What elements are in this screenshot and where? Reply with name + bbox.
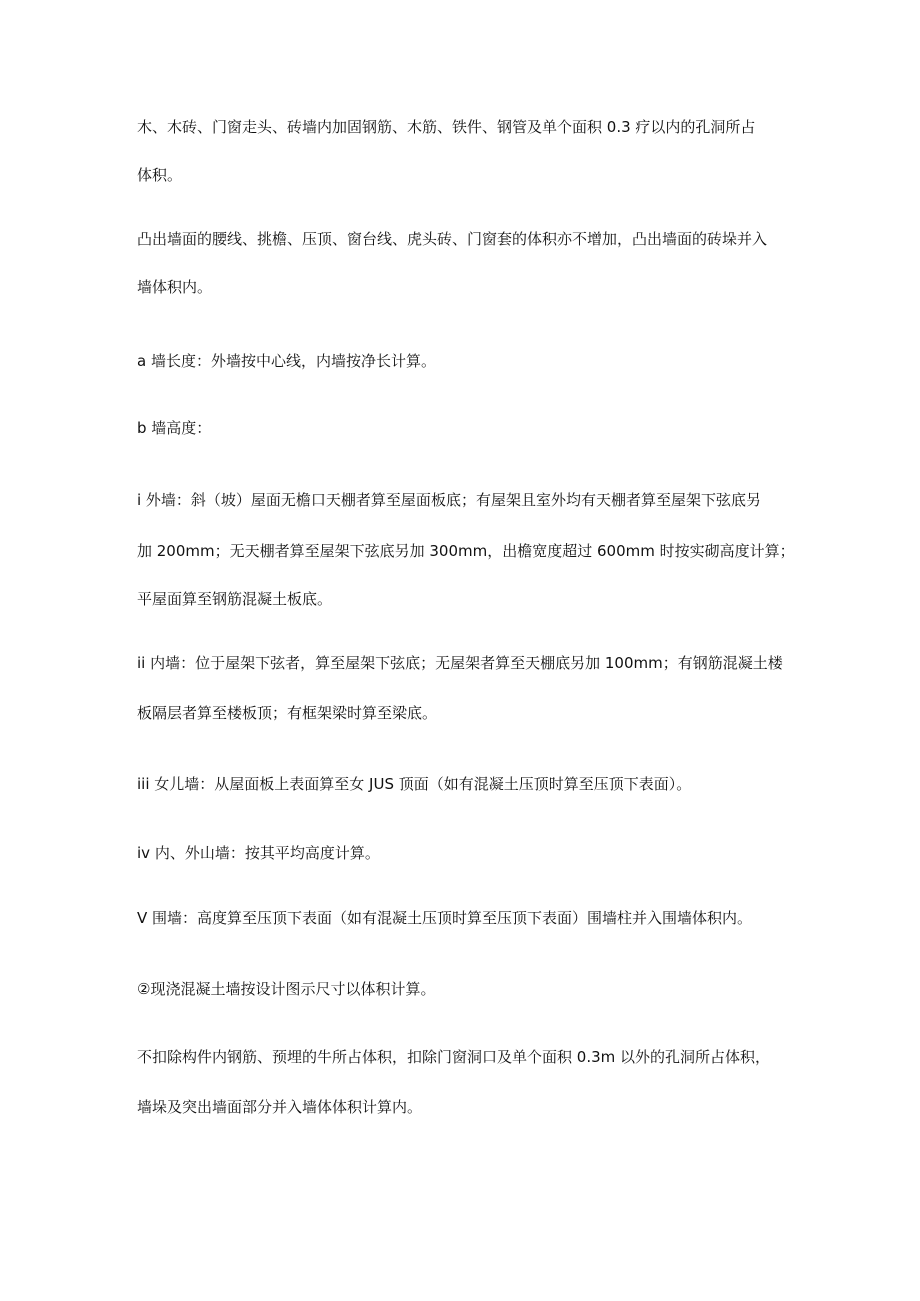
text-line: a 墙长度：外墙按中心线，内墙按净长计算。 xyxy=(137,352,436,370)
text-line: 墙垛及突出墙面部分并入墙体体积计算内。 xyxy=(137,1098,423,1116)
text-line: i 外墙：斜（坡）屋面无檐口天棚者算至屋面板底；有屋架且室外均有天棚者算至屋架下弦底另 xyxy=(137,491,761,509)
text-line: V 围墙：高度算至压顶下表面（如有混凝土压顶时算至压顶下表面）围墙柱并入围墙体积内。 xyxy=(137,909,753,927)
text-line: 凸出墙面的腰线、挑檐、压顶、窗台线、虎头砖、门窗套的体积亦不增加，凸出墙面的砖垛并入 xyxy=(137,230,768,248)
text-line: iii 女儿墙：从屋面板上表面算至女 JUS 顶面（如有混凝土压顶时算至压顶下表面）。 xyxy=(137,775,692,793)
text-line: 板隔层者算至楼板顶；有框架梁时算至梁底。 xyxy=(137,704,438,722)
text-line: ii 内墙：位于屋架下弦者，算至屋架下弦底；无屋架者算至天棚底另加 100mm；有钢筋混凝土楼 xyxy=(137,654,783,672)
text-line: 平屋面算至钢筋混凝土板底。 xyxy=(137,590,333,608)
text-line: 不扣除构件内钢筋、预埋的牛所占体积，扣除门窗洞口及单个面积 0.3m 以外的孔洞所占体积， xyxy=(137,1048,771,1066)
text-line: ②现浇混凝土墙按设计图示尺寸以体积计算。 xyxy=(137,980,436,998)
text-line: 体积。 xyxy=(137,166,183,184)
text-line: 木、木砖、门窗走头、砖墙内加固钢筋、木筋、铁件、钢管及单个面积 0.3 疗以内的孔洞所占 xyxy=(137,118,756,136)
text-line: b 墙高度： xyxy=(137,419,212,437)
text-line: iv 内、外山墙：按其平均高度计算。 xyxy=(137,844,380,862)
text-line: 加 200mm；无天棚者算至屋架下弦底另加 300mm，出檐宽度超过 600mm 时按实砌高度计算； xyxy=(137,542,795,560)
text-line: 墙体积内。 xyxy=(137,278,213,296)
